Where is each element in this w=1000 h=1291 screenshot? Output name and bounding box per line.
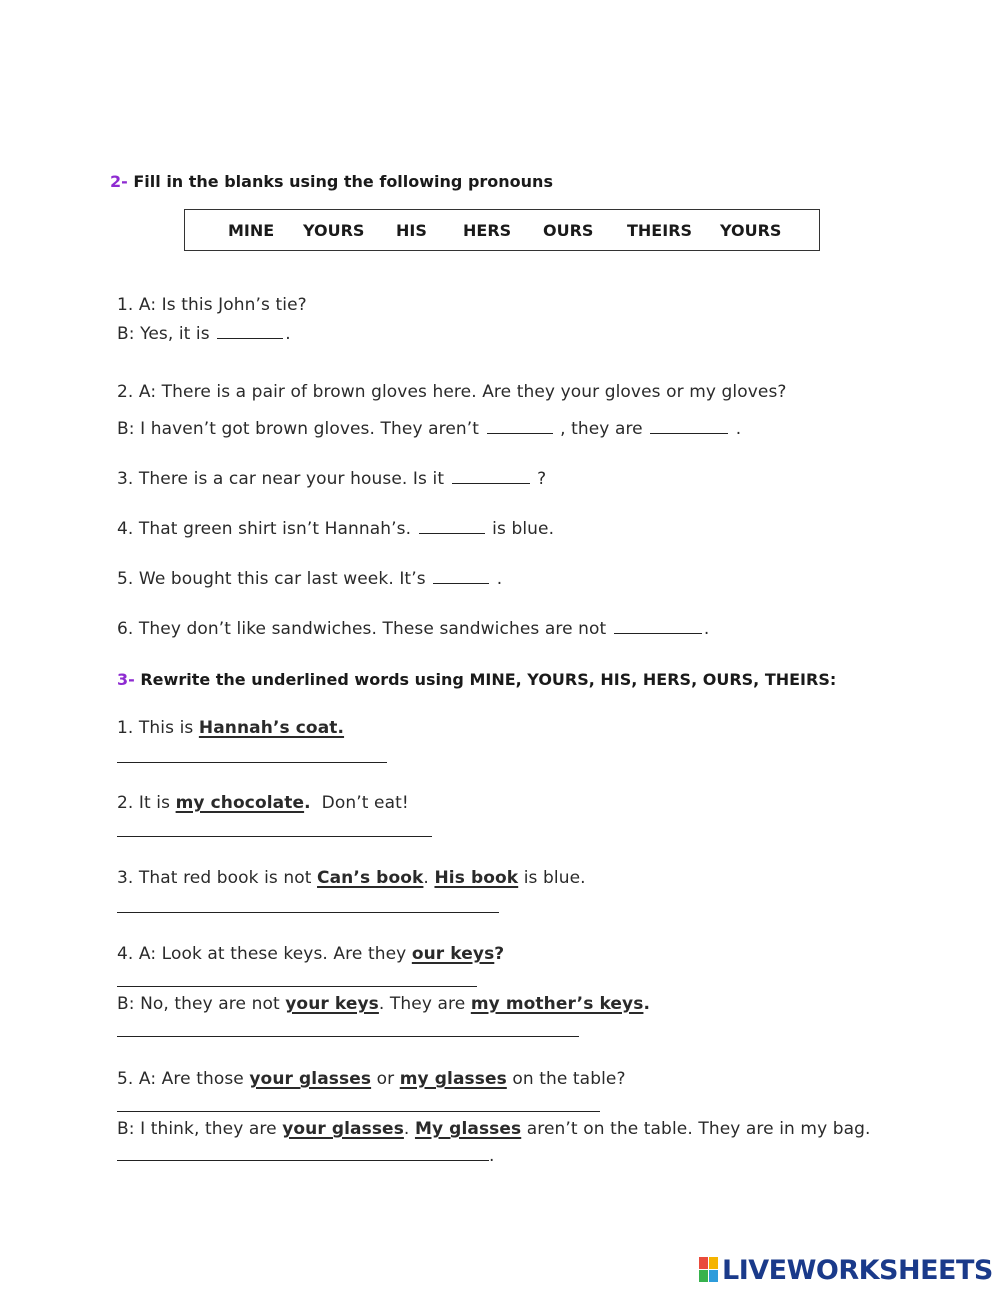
answer-blank[interactable] bbox=[217, 337, 283, 339]
answer-line[interactable] bbox=[117, 986, 477, 987]
pronoun-ours: OURS bbox=[543, 221, 594, 240]
s2-q2-b-end: . bbox=[735, 419, 742, 439]
s3-r2-text: 2. It is bbox=[117, 793, 171, 813]
s3-r5-b bbox=[117, 1119, 871, 1139]
answer-line[interactable] bbox=[117, 836, 432, 837]
s3-r4-b-mid: . They are bbox=[378, 994, 466, 1014]
s3-r3-mid: . bbox=[423, 868, 429, 888]
section-2-heading bbox=[110, 172, 553, 191]
pronoun-yours-2: YOURS bbox=[720, 221, 782, 240]
pronoun-hers: HERS bbox=[463, 221, 512, 240]
answer-blank[interactable] bbox=[487, 432, 553, 434]
underlined-phrase: our keys bbox=[411, 944, 495, 964]
logo-text: LIVEWORKSHEETS bbox=[722, 1254, 993, 1286]
underlined-phrase: My glasses bbox=[414, 1119, 522, 1139]
s2-q2-a: 2. A: There is a pair of brown gloves here. Are they your gloves or my gloves? bbox=[117, 382, 787, 402]
answer-blank[interactable] bbox=[452, 482, 530, 484]
underlined-phrase: my mother’s keys bbox=[470, 994, 644, 1014]
answer-blank[interactable] bbox=[614, 632, 702, 634]
s2-q5 bbox=[117, 569, 502, 589]
liveworksheets-logo bbox=[699, 1254, 993, 1286]
s2-q5-text: 5. We bought this car last week. It’s bbox=[117, 569, 426, 589]
section-2-title: Fill in the blanks using the following pronouns bbox=[133, 172, 553, 191]
s2-q6-text: 6. They don’t like sandwiches. These sandwiches are not bbox=[117, 619, 607, 639]
s2-q3 bbox=[117, 469, 546, 489]
s2-q2-b-text: B: I haven’t got brown gloves. They aren’t bbox=[117, 419, 480, 439]
pronoun-mine: MINE bbox=[228, 221, 275, 240]
answer-line[interactable] bbox=[117, 1111, 600, 1112]
answer-line[interactable] bbox=[117, 762, 387, 763]
underlined-phrase: my glasses bbox=[399, 1069, 507, 1089]
answer-blank[interactable] bbox=[419, 532, 485, 534]
s3-r4-b-text: B: No, they are not bbox=[117, 994, 280, 1014]
underlined-phrase: Hannah’s coat. bbox=[198, 718, 345, 738]
section-3-heading bbox=[117, 670, 836, 689]
s3-r3-text: 3. That red book is not bbox=[117, 868, 312, 888]
underlined-phrase: His book bbox=[434, 868, 519, 888]
pronoun-yours: YOURS bbox=[303, 221, 365, 240]
s3-r3 bbox=[117, 868, 586, 888]
s3-r4-b bbox=[117, 994, 650, 1014]
s3-r5-a-end: on the table? bbox=[512, 1069, 626, 1089]
underlined-phrase: your glasses bbox=[282, 1119, 404, 1139]
s2-q6 bbox=[117, 619, 709, 639]
s2-q4 bbox=[117, 519, 554, 539]
underlined-phrase: my chocolate bbox=[175, 793, 305, 813]
s3-r5-b-final-dot: . bbox=[489, 1146, 495, 1166]
s2-q4-text: 4. That green shirt isn’t Hannah’s. bbox=[117, 519, 412, 539]
s3-r4-a-end: ? bbox=[494, 944, 505, 964]
s3-r4-b-end: . bbox=[643, 994, 651, 1014]
s3-r5-a-mid: or bbox=[376, 1069, 395, 1089]
s3-r1-text: 1. This is bbox=[117, 718, 194, 738]
s2-q5-end: . bbox=[496, 569, 503, 589]
s2-q2-b-mid: , they are bbox=[560, 419, 643, 439]
s3-r5-b-end: aren’t on the table. They are in my bag. bbox=[526, 1119, 871, 1139]
s3-r5-b-text: B: I think, they are bbox=[117, 1119, 277, 1139]
s3-r5-b-mid: . bbox=[403, 1119, 410, 1139]
s3-r4-a-text: 4. A: Look at these keys. Are they bbox=[117, 944, 407, 964]
s3-r1 bbox=[117, 718, 344, 738]
s2-q1-b-text: B: Yes, it is bbox=[117, 324, 210, 344]
s3-r2 bbox=[117, 793, 409, 813]
s2-q1-b-end: . bbox=[285, 324, 291, 344]
s3-r5-a-text: 5. A: Are those bbox=[117, 1069, 244, 1089]
s2-q1-a: 1. A: Is this John’s tie? bbox=[117, 295, 307, 315]
pronoun-theirs: THEIRS bbox=[627, 221, 693, 240]
answer-line[interactable] bbox=[117, 1036, 579, 1037]
s2-q3-text: 3. There is a car near your house. Is it bbox=[117, 469, 445, 489]
s2-q4-end: is blue. bbox=[492, 519, 555, 539]
underlined-phrase: your keys bbox=[285, 994, 379, 1014]
s3-r5-a bbox=[117, 1069, 626, 1089]
section-2-number: 2- bbox=[110, 172, 128, 191]
section-3-number: 3- bbox=[117, 670, 135, 689]
s3-r4-a bbox=[117, 944, 504, 964]
s3-r2-dot: . bbox=[304, 793, 311, 813]
answer-line[interactable] bbox=[117, 912, 499, 913]
s2-q6-end: . bbox=[703, 619, 710, 639]
pronoun-box bbox=[184, 209, 820, 251]
section-3-title: Rewrite the underlined words using MINE, YOURS, HIS, HERS, OURS, THEIRS: bbox=[140, 670, 837, 689]
pronoun-his: HIS bbox=[396, 221, 427, 240]
s2-q3-end: ? bbox=[537, 469, 547, 489]
answer-line[interactable] bbox=[117, 1160, 489, 1161]
underlined-phrase: Can’s book bbox=[317, 868, 424, 888]
s2-q2-b bbox=[117, 419, 741, 439]
underlined-phrase: your glasses bbox=[249, 1069, 372, 1089]
logo-cube-icon bbox=[699, 1257, 719, 1283]
s3-r3-end: is blue. bbox=[523, 868, 586, 888]
s3-r2-end: Don’t eat! bbox=[321, 793, 409, 813]
answer-blank[interactable] bbox=[650, 432, 728, 434]
s2-q1-b bbox=[117, 324, 291, 344]
answer-blank[interactable] bbox=[433, 582, 489, 584]
